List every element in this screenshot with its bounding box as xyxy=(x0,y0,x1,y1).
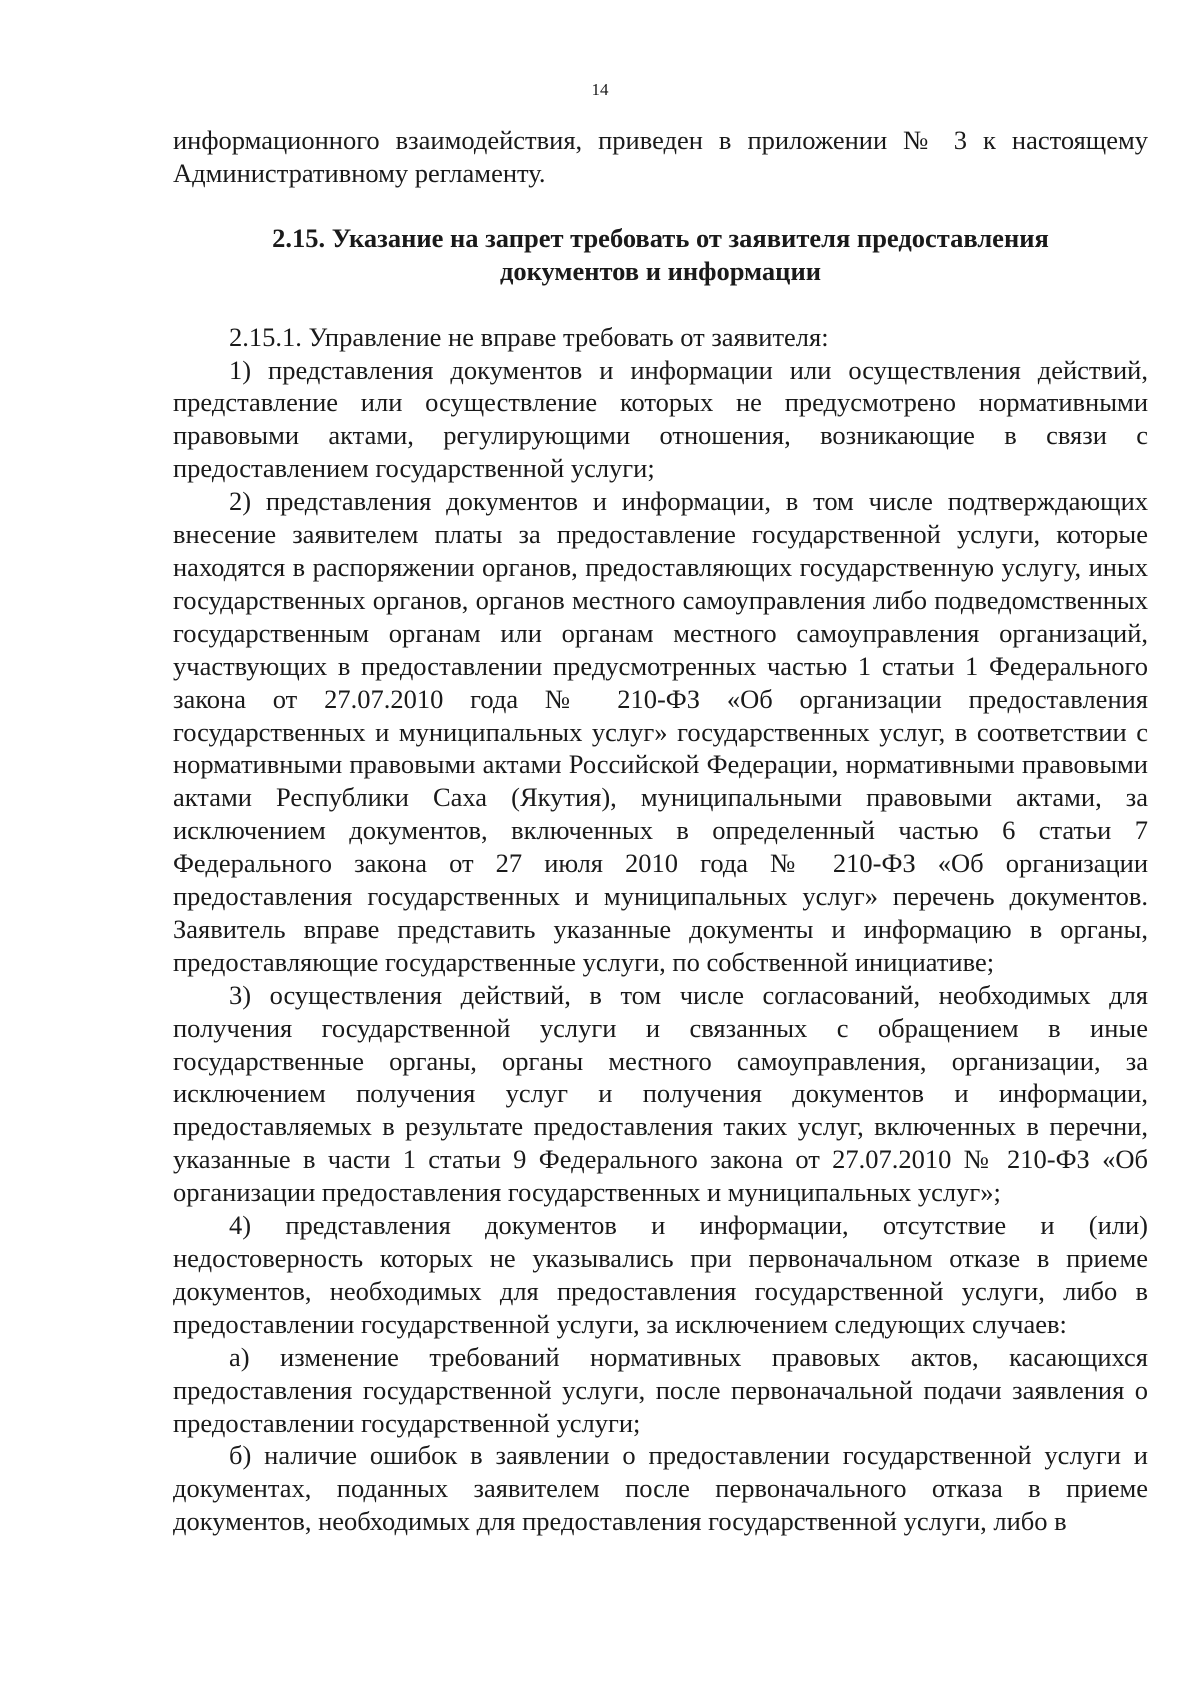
paragraph-item-1: 1) представления документов и информации или осуществления действий, представление или осуществление которых не предусмотрено нормативными правовыми актами, регулирующими отношения, возникающие в связи с предоставлением государственной услуги; xyxy=(173,354,1148,484)
paragraph-item-4: 4) представления документов и информации, отсутствие и (или) недостоверность которых не указывались при первоначальном отказе в приеме документов, необходимых для предоставления государственной услуги, либо в предоставлении государственной услуги, за исключением следующих случаев: xyxy=(173,1210,1148,1339)
paragraph-item-a: а) изменение требований нормативных правовых актов, касающихся предоставления государственной услуги, после первоначальной подачи заявления о предоставлении государственной услуги; xyxy=(173,1341,1148,1438)
page-number: 14 xyxy=(591,80,609,99)
paragraph-item-b: б) наличие ошибок в заявлении о предоставлении государственной услуги и документах, поданных заявителем после первоначального отказа в приеме документов, необходимых для предоставления государственной услуги, либо в xyxy=(173,1440,1148,1537)
section-heading-line-1: 2.15. Указание на запрет требовать от заявителя предоставления xyxy=(272,222,1049,253)
section-heading-line-2: документов и информации xyxy=(499,255,821,286)
paragraph-2-15-1: 2.15.1. Управление не вправе требовать от заявителя: xyxy=(229,321,829,352)
document-body xyxy=(173,124,1148,1538)
section-heading xyxy=(173,222,1148,288)
intro-paragraph: информационного взаимодействия, приведен в приложении № 3 к настоящему Административному регламенту. xyxy=(173,125,1148,188)
paragraph-item-2: 2) представления документов и информации, в том числе подтверждающих внесение заявителем платы за предоставление государственной услуги, которые находятся в распоряжении органов, предоставляющих государственную услугу, иных государственных органов, органов местного самоуправления либо подведомственных государственным органам или органам местного самоуправления организаций, участвующих в предоставлении предусмотренных частью 1 статьи 1 Федерального закона от 27.07.2010 года № 210-ФЗ «Об организации предоставления государственных и муниципальных услуг» государственных услуг, в соответствии с нормативными правовыми актами Российской Федерации, нормативными правовыми актами Республики Саха (Якутия), муниципальными правовыми актами, за исключением документов, включенных в определенный частью 6 статьи 7 Федерального закона от 27 июля 2010 года № 210-ФЗ «Об организации предоставления государственных и муниципальных услуг» перечень документов. Заявитель вправе представить указанные документы и информацию в органы, предоставляющие государственные услуги, по собственной инициативе; xyxy=(173,486,1148,977)
paragraph-item-3: 3) осуществления действий, в том числе согласований, необходимых для получения государственной услуги и связанных с обращением в иные государственные органы, органы местного самоуправления, организации, за исключением получения услуг и получения документов и информации, предоставляемых в результате предоставления таких услуг, включенных в перечни, указанные в части 1 статьи 9 Федерального закона от 27.07.2010 № 210-ФЗ «Об организации предоставления государственных и муниципальных услуг»; xyxy=(173,979,1148,1208)
